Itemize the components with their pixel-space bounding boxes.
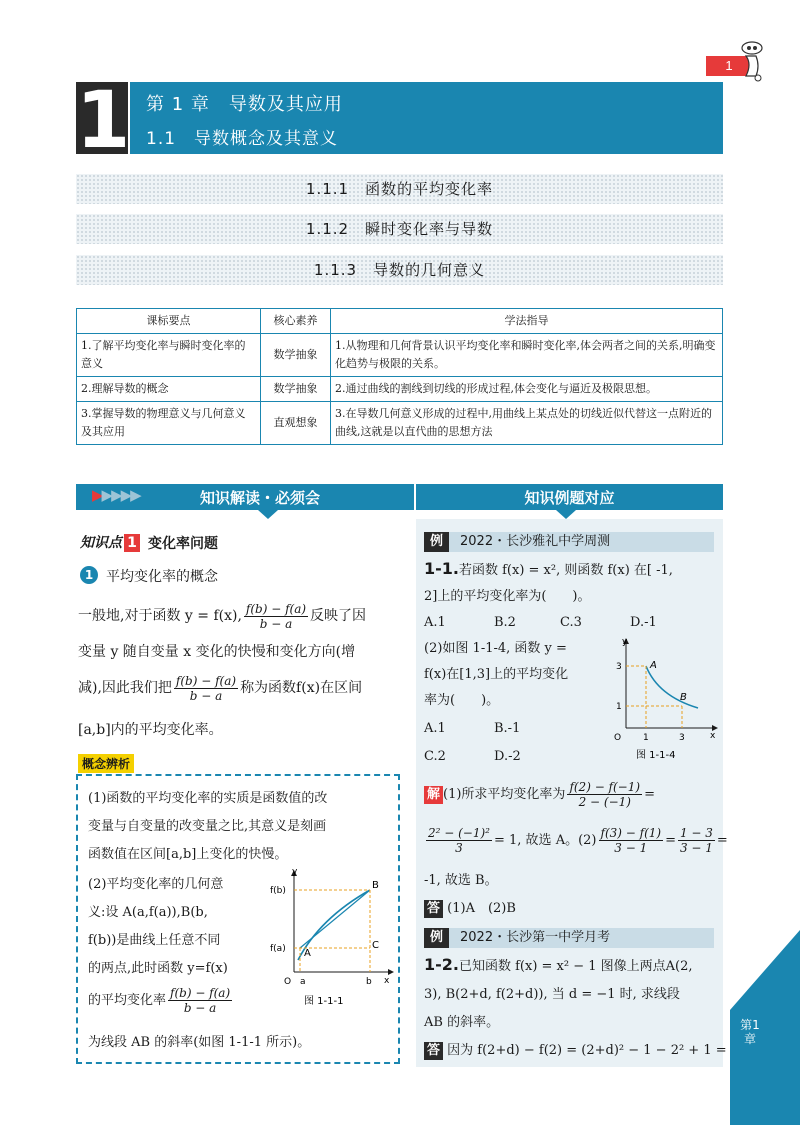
example-source: 2022・长沙雅礼中学周测	[460, 534, 611, 549]
objectives-table	[76, 308, 723, 445]
concept-line: 义:设 A(a,f(a)),B(b,	[88, 905, 208, 920]
table-cell: 2.通过曲线的割线到切线的形成过程,体会变化与逼近及极限思想。	[331, 377, 723, 402]
solution-line: -1, 故选 B。	[424, 873, 498, 888]
option: B.-1	[494, 721, 521, 736]
left-header-title: 知识解读・必须会	[200, 489, 321, 507]
concept-line: f(b))是曲线上任意不同	[88, 933, 221, 948]
solution-line: 解 (1)所求平均变化率为 $\frac{f(2) - f(-1)}{2 - (-1)}$ =	[424, 780, 655, 809]
option: D.-1	[630, 615, 657, 630]
example-question: 率为( )。	[424, 693, 500, 708]
body-line: 一般地,对于函数 y = f(x), $\frac{f(b) - f(a)}{b - a}$ 反映了因	[78, 601, 367, 631]
option: C.3	[560, 615, 582, 630]
svg-text:f(b): f(b)	[270, 886, 286, 896]
example-label: 例	[424, 532, 449, 552]
table-cell: 3.掌握导数的物理意义与几何意义及其应用	[77, 402, 261, 445]
side-tab-slope	[730, 930, 800, 1010]
svg-text:3: 3	[616, 662, 622, 672]
page-number: 1	[706, 56, 752, 76]
body-line: [a,b]内的平均变化率。	[78, 722, 223, 738]
table-header: 课标要点	[77, 309, 261, 334]
table-cell: 1.从物理和几何背景认识平均变化率和瞬时变化率,体会两者之间的关系,明确变化趋势与极限的关系。	[331, 334, 723, 377]
svg-text:x: x	[384, 976, 390, 986]
solution-line: $\frac{\text{2² − (−1)²}}{3}$ = 1, 故选 A。(2) $\frac{f(3) - f(1)}{3 - 1}$ = $\frac{1 - 3}{3 - 1}$ =	[428, 826, 728, 855]
body-line: 减),因此我们把 $\frac{f(b) - f(a)}{b - a}$ 称为函数f(x)在区间	[78, 673, 363, 703]
svg-text:图 1-1-4: 图 1-1-4	[636, 750, 676, 761]
concept-line: 的平均变化率 $\frac{f(b) - f(a)}{b - a}$	[88, 986, 231, 1015]
svg-text:1: 1	[616, 702, 622, 712]
svg-text:f(a): f(a)	[270, 944, 286, 954]
side-chapter-label: 第1章	[740, 1018, 760, 1046]
figure-1-1-4	[606, 636, 718, 764]
topic-number: 1	[80, 566, 98, 584]
subsection-bar: 1.1.1 函数的平均变化率	[76, 174, 723, 204]
option: C.2	[424, 749, 446, 764]
chapter-title: 第 1 章 导数及其应用	[146, 94, 343, 115]
subsection-bar: 1.1.3 导数的几何意义	[76, 255, 723, 285]
example-source: 2022・长沙第一中学月考	[460, 930, 611, 945]
right-header-title: 知识例题对应	[524, 489, 615, 507]
figure-1-1-1	[270, 868, 394, 1018]
example-question: 3), B(2+d, f(2+d)), 当 d = −1 时, 求线段	[424, 987, 680, 1002]
svg-text:A: A	[304, 948, 311, 959]
arrows-icon: ▶▶▶▶▶	[92, 486, 140, 504]
svg-text:x: x	[710, 731, 716, 741]
subsection-bar: 1.1.2 瞬时变化率与导数	[76, 214, 723, 244]
concept-line: 为线段 AB 的斜率(如图 1-1-1 所示)。	[88, 1035, 311, 1050]
example-question: (2)如图 1-1-4, 函数 y =	[424, 641, 567, 656]
option: A.1	[424, 615, 446, 630]
svg-text:3: 3	[679, 733, 685, 743]
topic-title: 平均变化率的概念	[106, 569, 218, 585]
option: A.1	[424, 721, 446, 736]
svg-text:b: b	[366, 977, 372, 987]
svg-text:y: y	[292, 868, 298, 877]
svg-text:B: B	[372, 880, 379, 891]
table-cell: 数学抽象	[261, 377, 331, 402]
side-tab-fill	[770, 1010, 800, 1125]
svg-text:C: C	[372, 940, 379, 951]
svg-text:1: 1	[643, 733, 649, 743]
table-cell: 直观想象	[261, 402, 331, 445]
knowledge-point-label: 知识点 1	[80, 532, 142, 552]
table-cell: 数学抽象	[261, 334, 331, 377]
svg-text:图 1-1-1: 图 1-1-1	[304, 996, 344, 1007]
svg-text:O: O	[284, 977, 292, 987]
svg-text:B: B	[680, 692, 687, 703]
answer-line: 答 因为 f(2+d) − f(2) = (2+d)² − 1 − 2² + 1 =	[424, 1038, 727, 1064]
concept-line: 变量与自变量的改变量之比,其意义是刻画	[88, 819, 327, 834]
knowledge-point-title: 变化率问题	[148, 536, 218, 552]
svg-text:O: O	[614, 733, 622, 743]
pointer-triangle	[258, 510, 278, 519]
example-label: 例	[424, 928, 449, 948]
body-line: 变量 y 随自变量 x 变化的快慢和变化方向(增	[78, 644, 356, 660]
example-question: 1-1.若函数 f(x) = x², 则函数 f(x) 在[ -1,	[424, 559, 673, 578]
table-cell: 2.理解导数的概念	[77, 377, 261, 402]
table-cell: 3.在导数几何意义形成的过程中,用曲线上某点处的切线近似代替这一点附近的曲线,这就是以直代曲的思想方法	[331, 402, 723, 445]
svg-text:A: A	[650, 660, 657, 671]
table-header: 学法指导	[331, 309, 723, 334]
concept-line: 函数值在区间[a,b]上变化的快慢。	[88, 847, 288, 862]
concept-line: (1)函数的平均变化率的实质是函数值的改	[88, 791, 328, 806]
mascot-icon	[738, 40, 768, 84]
answer-line: 答 (1)A (2)B	[424, 896, 516, 922]
example-question: AB 的斜率。	[424, 1015, 500, 1030]
section-title: 1.1 导数概念及其意义	[146, 129, 339, 149]
chapter-numeral-block: 1	[76, 76, 131, 166]
table-cell: 1.了解平均变化率与瞬时变化率的意义	[77, 334, 261, 377]
pointer-triangle	[556, 510, 576, 519]
concept-line: (2)平均变化率的几何意	[88, 877, 224, 892]
option: D.-2	[494, 749, 521, 764]
table-header: 核心素养	[261, 309, 331, 334]
option: B.2	[494, 615, 516, 630]
example-question: 2]上的平均变化率为( )。	[424, 589, 591, 604]
example-question: f(x)在[1,3]上的平均变化	[424, 667, 569, 682]
svg-text:y: y	[622, 637, 628, 647]
concept-label: 概念辨析	[78, 754, 134, 773]
svg-text:a: a	[300, 977, 306, 987]
concept-line: 的两点,此时函数 y=f(x)	[88, 961, 228, 976]
example-question: 1-2.已知函数 f(x) = x² − 1 图像上两点A(2,	[424, 955, 693, 974]
